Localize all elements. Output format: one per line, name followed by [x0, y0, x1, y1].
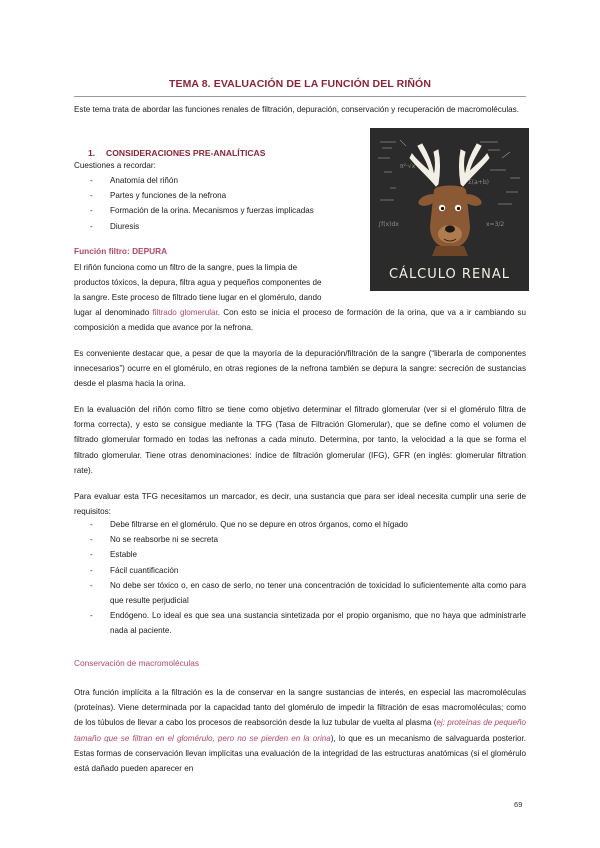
- svg-text:π²·√x: π²·√x: [400, 163, 416, 170]
- image-caption: CÁLCULO RENAL: [388, 267, 511, 282]
- svg-text:∫f(x)dx: ∫f(x)dx: [378, 221, 399, 228]
- list-item: - Fácil cuantificación: [90, 565, 179, 575]
- filter-heading: Función filtro: DEPURA: [74, 246, 168, 256]
- reminder-label: Cuestiones a recordar:: [74, 161, 156, 170]
- tfg-paragraph: En la evaluación del riñón como filtro se tiene como objetivo determinar el filtrado glomerular (ver si el glomérulo filtra de forma correcta), y esto se consigue mediante la TFG (Tasa de Filtración Glomerular), que se define como el volumen de filtrado glomerular formado en todas las nefronas a cada minuto. Determina, por tanto, la velocidad a la que se forma el filtrado glomerular. Tiene otras denominaciones: índice de filtración glomerular (IFG), GFR (en inglés: glomerular filtration rate).: [74, 405, 526, 475]
- italic-example: ej: proteínas de pequeño tamaño que se filtran en el glomérulo, pero no se pierden en la orina: [74, 718, 526, 743]
- conservation-heading: Conservación de macromoléculas: [74, 658, 199, 668]
- marker-paragraph: Para evaluar esta TFG necesitamos un marcador, es decir, una sustancia que para ser ideal necesita cumplir una serie de requisitos:: [74, 492, 526, 517]
- list-item: - Endógeno. Lo ideal es que sea una sustancia sintetizada por el propio organismo, que no haya que administrarle nada al paciente.: [90, 611, 526, 636]
- page-number: 69: [514, 800, 523, 809]
- section-heading: [88, 148, 265, 158]
- highlight-term: filtrado glomerular: [152, 308, 218, 317]
- filter-line-3: la sangre. Este proceso de filtrado tiene lugar en el glomérulo, dando: [74, 293, 322, 302]
- section-number: 1.: [88, 148, 96, 158]
- section-title: CONSIDERACIONES PRE-ANALÍTICAS: [106, 148, 266, 158]
- depuration-paragraph: Es conveniente destacar que, a pesar de que la mayoría de la depuración/filtración de la sangre (“liberarla de componentes innecesarios”) ocurre en el glomérulo, en otras regiones de la nefrona también se depura la sangre: secreción de sustancias desde el plasma hacia la orina.: [74, 349, 526, 389]
- list-item: - Formación de la orina. Mecanismos y fuerzas implicadas: [90, 206, 314, 216]
- reindeer-illustration-icon: [370, 128, 529, 291]
- list-item: - No se reabsorbe ni se secreta: [90, 535, 218, 545]
- filter-paragraph-end: lugar al denominado filtrado glomerular. Con esto se inicia el proceso de formación de la orina, que va a ir cambiando su composición a medida que avance por la nefrona.: [74, 308, 526, 333]
- list-item: - Anatomía del riñón: [90, 176, 178, 185]
- svg-text:x=3/2: x=3/2: [486, 221, 505, 228]
- page-title: TEMA 8. EVALUACIÓN DE LA FUNCIÓN DEL RIÑÓN: [168, 78, 432, 90]
- list-item: - No debe ser tóxico o, en caso de serlo, no tener una concentración de toxicidad lo suficientemente alta como para que resulte perjudicial: [90, 580, 526, 606]
- title-divider: [74, 96, 526, 97]
- intro-paragraph: Este tema trata de abordar las funciones renales de filtración, depuración, conservación y recuperación de macromoléculas.: [74, 105, 519, 114]
- list-item: - Partes y funciones de la nefrona: [90, 191, 227, 201]
- filter-line-1: El riñón funciona como un filtro de la sangre, pues la limpia de: [74, 263, 298, 272]
- requirements-list: [74, 517, 526, 639]
- list-item: - Diuresis: [90, 221, 140, 231]
- kidney-illustration: [370, 128, 529, 291]
- conservation-paragraph: Otra función implícita a la filtración es la de conservar en la sangre sustancias de interés, en especial las macromoléculas (proteínas). Viene determinada por la capacidad tanto del glomérulo de impedir la filtración de esas macromoléculas; como de los túbulos de llevar a cabo los procesos de reabsorción desde la luz tubular de vuelta al plasma (ej: proteínas de pequeño tamaño que se filtran en el glomérulo, pero no se pierden en la orina), lo que es un mecanismo de salvaguarda posterior. Estas formas de conservación llevan implícitas una evaluación de la integridad de las estructuras anatómicas (si el glomérulo está dañado pueden aparecer en: [74, 688, 527, 774]
- filter-line-2: productos tóxicos, la depura, filtra agua y pequeños componentes de: [74, 278, 322, 287]
- list-item: - Debe filtrarse en el glomérulo. Que no se depure en otros órganos, como el hígado: [90, 520, 408, 529]
- list-item: - Estable: [90, 550, 137, 560]
- reminder-list: [74, 173, 364, 234]
- svg-text:Σ(a+b): Σ(a+b): [468, 179, 489, 186]
